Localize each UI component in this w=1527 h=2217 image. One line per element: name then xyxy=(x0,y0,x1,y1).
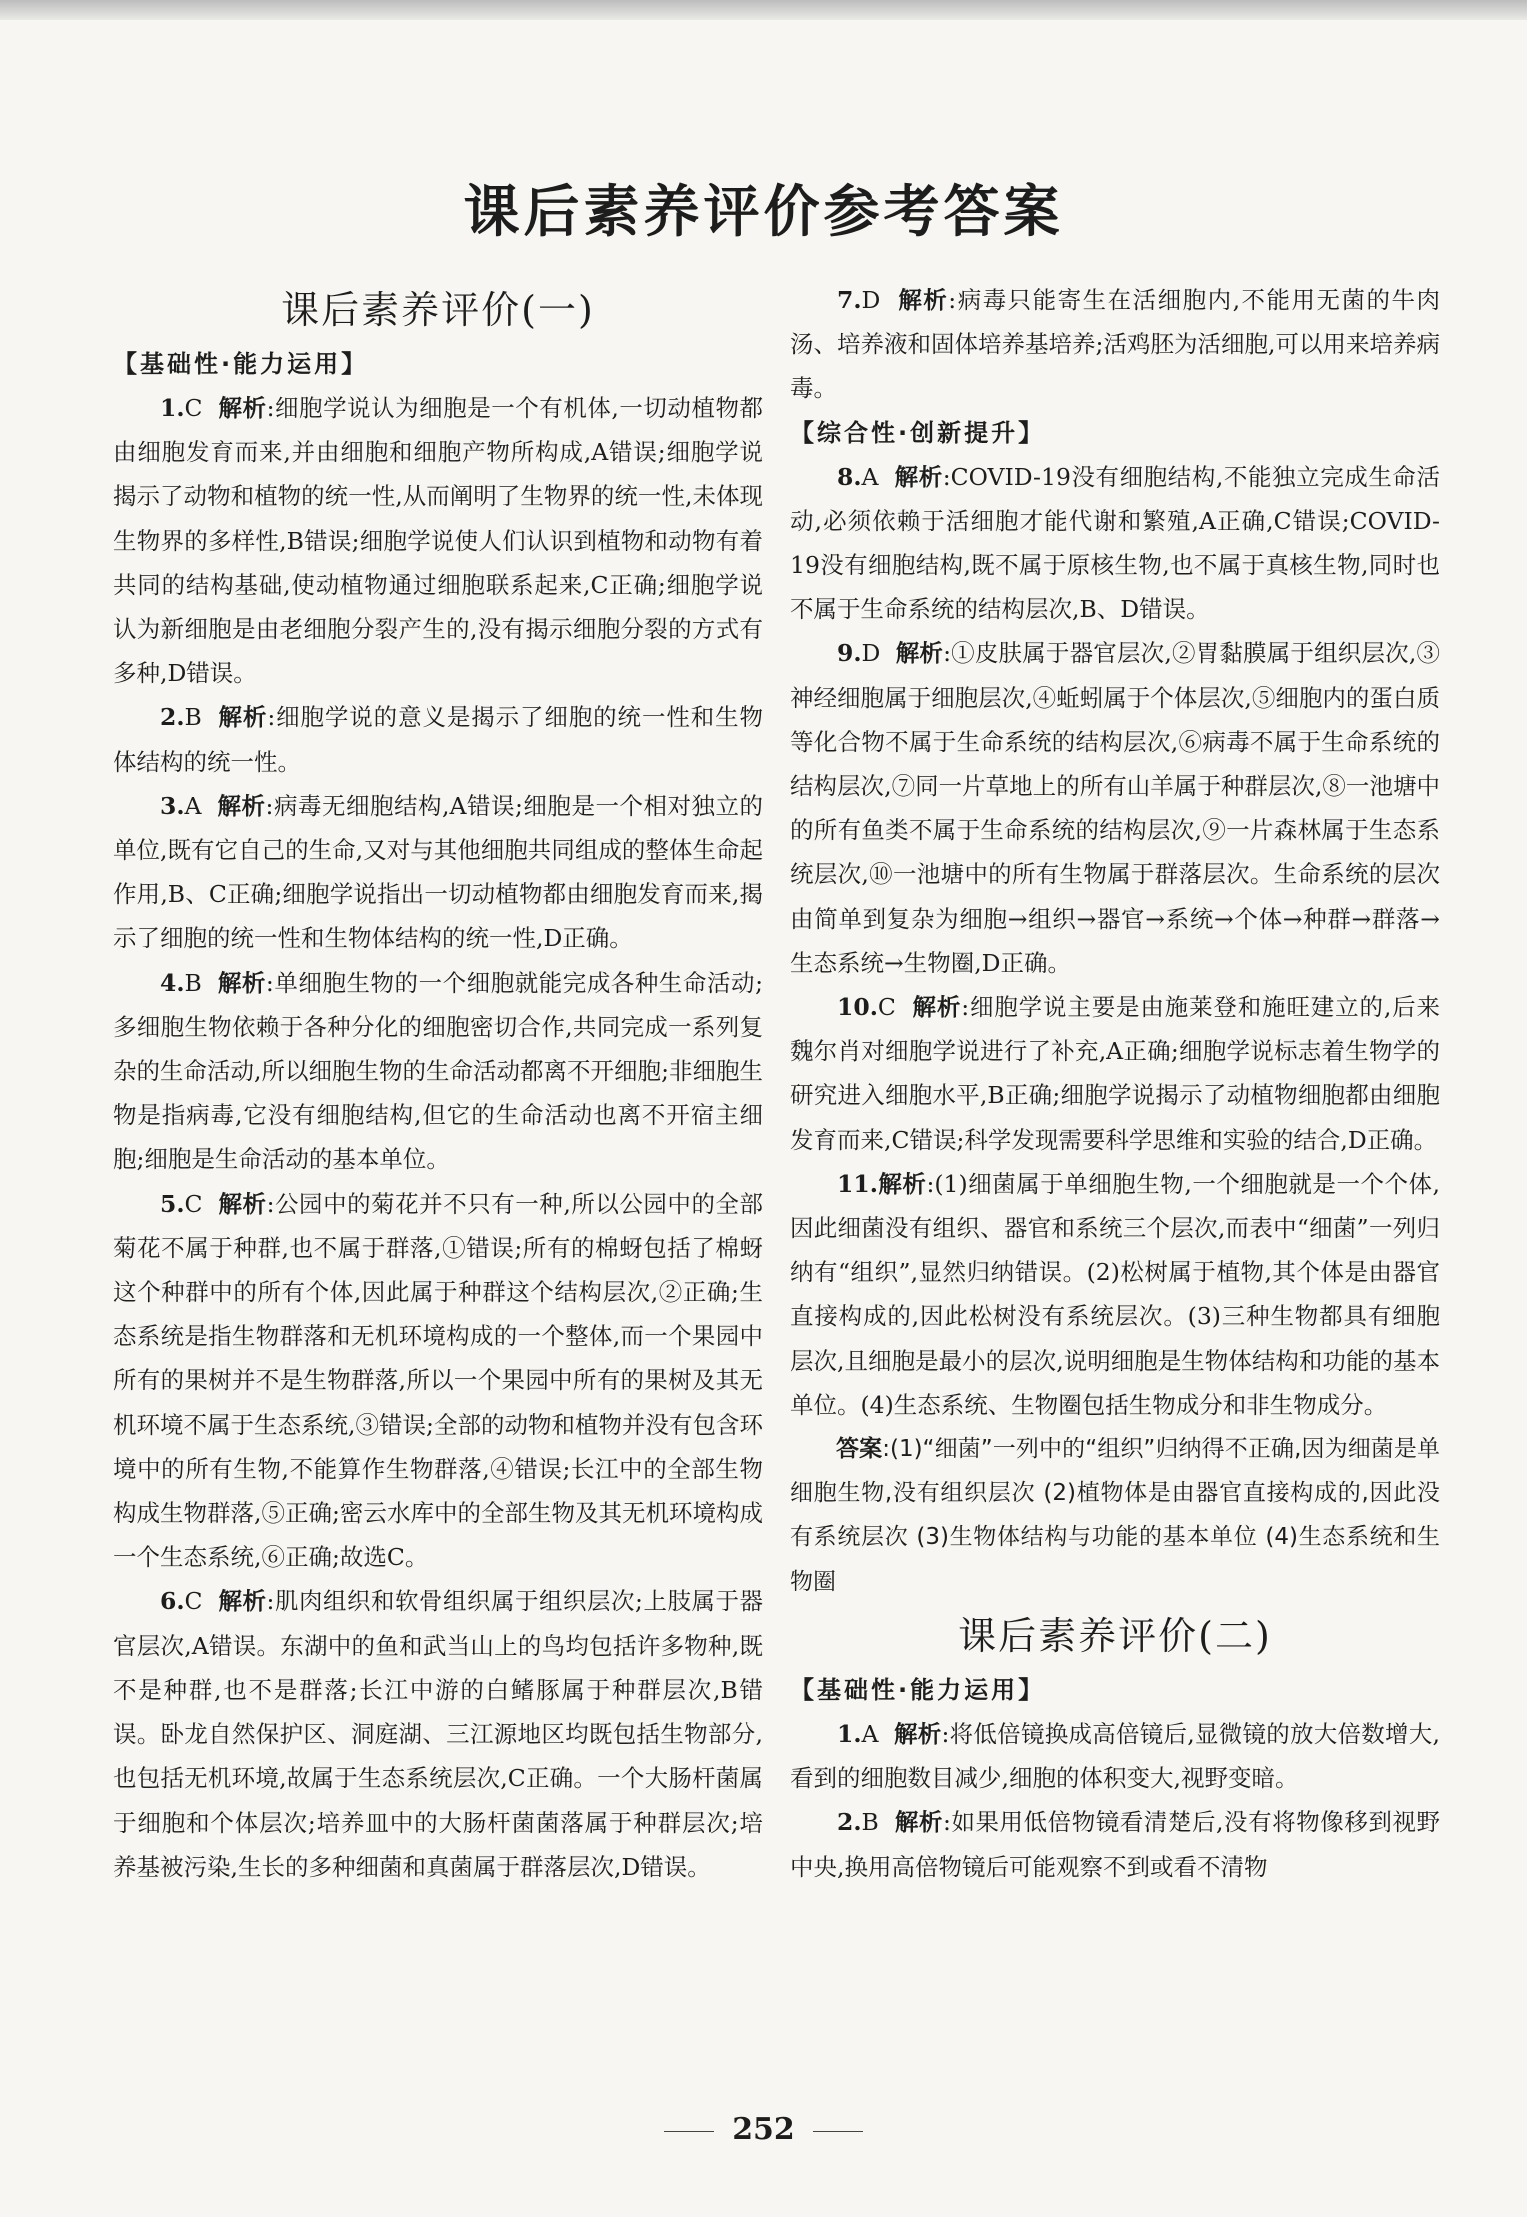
answer-item: 8.A 解析:COVID-19没有细胞结构,不能独立完成生命活动,必须依赖于活细胞才能代谢和繁殖,A正确,C错误;COVID-19没有细胞结构,既不属于原核生物,也不属于真核生物,同时也不属于生命系统的结构层次,B、D错误。 xyxy=(790,462,1440,624)
answer-item: 2.B 解析:如果用低倍物镜看清楚后,没有将物像移到视野中央,换用高倍物镜后可能观察不到或看不清物 xyxy=(790,1808,1440,1881)
tag-basic: 【基础性·能力运用】 xyxy=(113,350,369,378)
answer-item: 5.C 解析:公园中的菊花并不只有一种,所以公园中的全部菊花不属于种群,也不属于群落,①错误;所有的棉蚜包括了棉蚜这个种群中的所有个体,因此属于种群这个结构层次,②正确;生态系统是指生物群落和无机环境构成的一个整体,而一个果园中所有的果树并不是生物群落,所以一个果园中所有的果树及其无机环境不属于生态系统,③错误;全部的动物和植物并没有包含环境中的所有生物,不能算作生物群落,④错误;长江中的全部生物构成生物群落,⑤正确;密云水库中的全部生物及其无机环境构成一个生态系统,⑥正确;故选C。 xyxy=(113,1189,764,1572)
final-answer: 答案:(1)“细菌”一列中的“组织”归纳得不正确,因为细菌是单细胞生物,没有组织层次 (2)植物体是由器官直接构成的,因此没有系统层次 (3)生物体结构与功能的基本单位 (4)生态系统和生物圈 xyxy=(790,1436,1441,1595)
page-number: 252 xyxy=(0,2112,1527,2147)
answer-item: 10.C 解析:细胞学说主要是由施莱登和施旺建立的,后来魏尔肖对细胞学说进行了补充,A正确;细胞学说标志着生物学的研究进入细胞水平,B正确;细胞学说揭示了动植物细胞都由细胞发育而来,C错误;科学发现需要科学思维和实验的结合,D正确。 xyxy=(790,993,1441,1154)
section-title-1: 课后素养评价(一) xyxy=(281,288,595,332)
page-title: 课后素养评价参考答案 xyxy=(463,179,1064,245)
answer-item: 4.B 解析:单细胞生物的一个细胞就能完成各种生命活动;多细胞生物依赖于各种分化的细胞密切合作,共同完成一系列复杂的生命活动,所以细胞生物的生命活动都离不开细胞;非细胞生物是指病毒,它没有细胞结构,但它的生命活动也离不开宿主细胞;细胞是生命活动的基本单位。 xyxy=(113,968,763,1174)
answer-item: 1.A 解析:将低倍镜换成高倍镜后,显微镜的放大倍数增大,看到的细胞数目减少,细胞的体积变大,视野变暗。 xyxy=(790,1719,1440,1793)
tag-basic-2: 【基础性·能力运用】 xyxy=(790,1675,1046,1704)
answer-item: 1.C 解析:细胞学说认为细胞是一个有机体,一切动植物都由细胞发育而来,并由细胞和细胞产物所构成,A错误;细胞学说揭示了动物和植物的统一性,从而阐明了生物界的统一性,未体现生物界的多样性,B错误;细胞学说使人们认识到植物和动物有着共同的结构基础,使动植物通过细胞联系起来,C正确;细胞学说认为新细胞是由老细胞分裂产生的,没有揭示细胞分裂的方式有多种,D错误。 xyxy=(113,394,764,688)
answer-item: 3.A 解析:病毒无细胞结构,A错误;细胞是一个相对独立的单位,既有它自己的生命,又对与其他细胞共同组成的整体生命起作用,B、C正确;细胞学说指出一切动植物都由细胞发育而来,揭示了细胞的统一性和生物体结构的统一性,D正确。 xyxy=(113,791,764,953)
right-column xyxy=(790,278,1440,1889)
section-title-2: 课后素养评价(二) xyxy=(958,1613,1272,1658)
left-column xyxy=(113,278,763,1889)
answer-item: 9.D 解析:①皮肤属于器官层次,②胃黏膜属于组织层次,③神经细胞属于细胞层次,④蚯蚓属于个体层次,⑤细胞内的蛋白质等化合物不属于生命系统的结构层次,⑥病毒不属于生命系统的结构层次,⑦同一片草地上的所有山羊属于种群层次,⑧一池塘中的所有鱼类不属于生命系统的结构层次,⑨一片森林属于生态系统层次,⑩一池塘中的所有生物属于群落层次。生命系统的层次由简单到复杂为细胞→组织→器官→系统→个体→种群→群落→生态系统→生物圈,D正确。 xyxy=(790,639,1440,977)
tag-comprehensive: 【综合性·创新提升】 xyxy=(790,418,1046,447)
scan-top-edge xyxy=(0,0,1527,20)
answer-item: 2.B 解析:细胞学说的意义是揭示了细胞的统一性和生物体结构的统一性。 xyxy=(113,703,763,776)
answer-item: 7.D 解析:病毒只能寄生在活细胞内,不能用无菌的牛肉汤、培养液和固体培养基培养;活鸡胚为活细胞,可以用来培养病毒。 xyxy=(790,286,1440,403)
answer-item: 6.C 解析:肌肉组织和软骨组织属于组织层次;上肢属于器官层次,A错误。东湖中的鱼和武当山上的鸟均包括许多物种,既不是种群,也不是群落;长江中游的白鳍豚属于种群层次,B错误。卧龙自然保护区、洞庭湖、三江源地区均既包括生物部分,也包括无机环境,故属于生态系统层次,C正确。一个大肠杆菌属于细胞和个体层次;培养皿中的大肠杆菌菌落属于种群层次;培养基被污染,生长的多种细菌和真菌属于群落层次,D错误。 xyxy=(113,1587,763,1881)
answer-item: 11.解析:(1)细菌属于单细胞生物,一个细胞就是一个个体,因此细菌没有组织、器官和系统三个层次,而表中“细菌”一列归纳有“组织”,显然归纳错误。(2)松树属于植物,其个体是由器官直接构成的,因此松树没有系统层次。(3)三种生物都具有细胞层次,且细胞是最小的层次,说明细胞是生物体结构和功能的基本单位。(4)生态系统、生物圈包括生物成分和非生物成分。 xyxy=(790,1169,1440,1419)
